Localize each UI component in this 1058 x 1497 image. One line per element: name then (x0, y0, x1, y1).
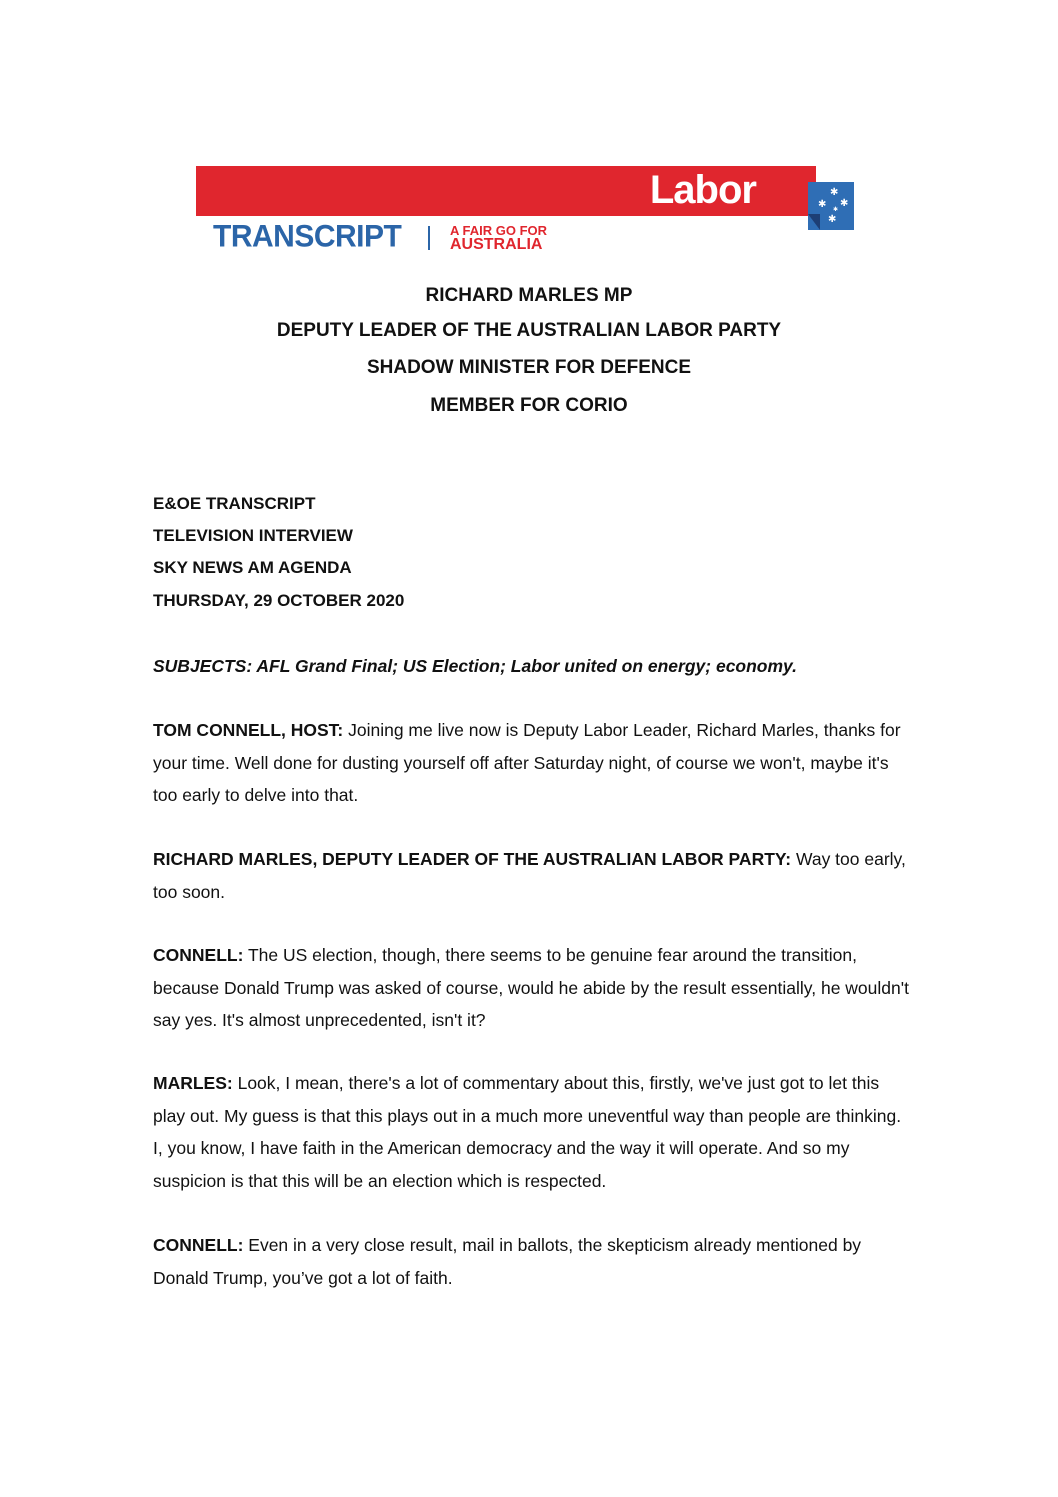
transcript-paragraph (153, 939, 913, 1037)
transcript-paragraph (153, 1067, 913, 1197)
header-role-deputy: DEPUTY LEADER OF THE AUSTRALIAN LABOR PARTY (276, 320, 782, 341)
meta-program: SKY NEWS AM AGENDA (153, 558, 352, 577)
speech-text: Joining me live now is Deputy Labor Leader, Richard Marles, thanks for your time. Well done for dusting yourself off after Saturday night, of course we won't, maybe it's too early to delve into that. (153, 720, 901, 805)
slogan-line-1: A FAIR GO FOR (450, 223, 548, 238)
header-electorate: MEMBER FOR CORIO (430, 395, 628, 416)
transcript-paragraph (153, 714, 913, 812)
labor-transcript-banner (196, 166, 854, 256)
star-icon: ✱ (830, 187, 839, 198)
star-icon: ✱ (828, 214, 837, 225)
meta-date: THURSDAY, 29 OCTOBER 2020 (153, 591, 405, 610)
transcript-paragraph (153, 843, 913, 908)
slogan-line-2: AUSTRALIA (450, 236, 543, 253)
speaker-label: TOM CONNELL, HOST: (153, 720, 344, 740)
meta-eoe: E&OE TRANSCRIPT (153, 494, 316, 513)
speech-text: Look, I mean, there's a lot of commentary about this, firstly, we've just got to let this play out. My guess is that this plays out in a much more uneventful way than people are thinking. I, you know, I have faith in the American democracy and the way it will operate. And so my suspicion is that this will be an election which is respected. (153, 1073, 902, 1191)
star-icon: ✱ (818, 199, 827, 210)
speaker-label: CONNELL: (153, 1235, 244, 1255)
speaker-label: CONNELL: (153, 945, 244, 965)
slogan (450, 224, 547, 253)
speaker-label: MARLES: (153, 1073, 233, 1093)
star-icon: ✱ (840, 198, 849, 209)
transcript-label: TRANSCRIPT (213, 219, 402, 254)
speech-text: Even in a very close result, mail in ballots, the skepticism already mentioned by Donald Trump, you’ve got a lot of faith. (153, 1235, 862, 1288)
red-banner-bar (196, 166, 816, 216)
star-icon: ✱ (833, 207, 839, 213)
header-role-shadow: SHADOW MINISTER FOR DEFENCE (366, 357, 692, 378)
subjects-line: SUBJECTS: AFL Grand Final; US Election; Labor united on energy; economy. (153, 656, 797, 676)
speaker-label: RICHARD MARLES, DEPUTY LEADER OF THE AUSTRALIAN LABOR PARTY: (153, 849, 792, 869)
labor-logo-text: Labor (649, 168, 756, 212)
meta-format: TELEVISION INTERVIEW (153, 526, 353, 545)
speech-text: Way too early, too soon. (153, 849, 906, 902)
header-name: RICHARD MARLES MP (425, 285, 633, 306)
transcript-paragraph (153, 1229, 913, 1294)
flag-fold (808, 214, 820, 230)
speech-text: The US election, though, there seems to be genuine fear around the transition, because Donald Trump was asked of course, would he abide by the result essentially, he wouldn't say yes. It's almost unprecedented, isn't it? (153, 945, 909, 1030)
banner-divider (428, 226, 430, 250)
